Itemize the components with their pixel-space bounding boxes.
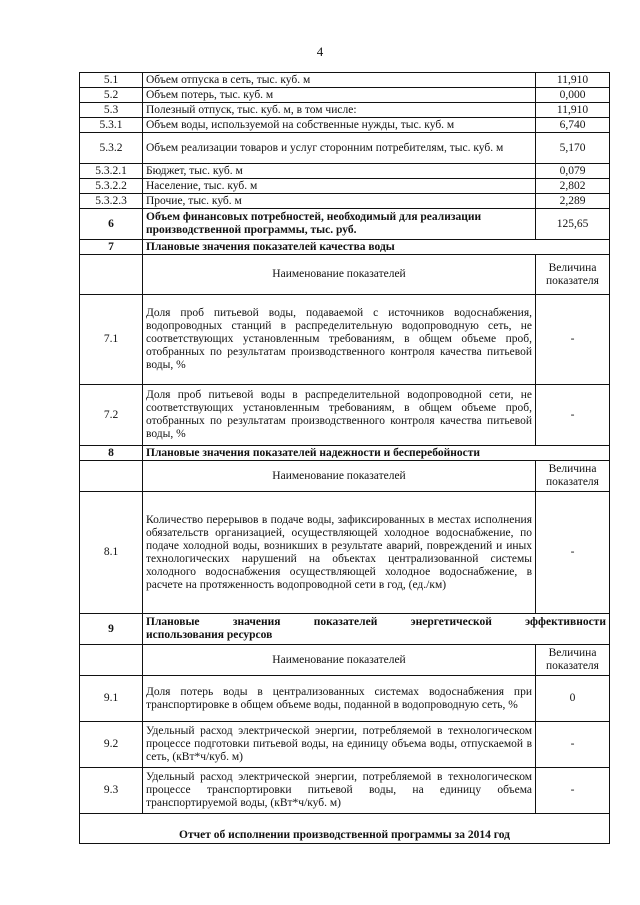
row-number: 7.2 <box>80 385 143 446</box>
section-header <box>80 240 610 255</box>
row-number: 5.2 <box>80 88 143 103</box>
row-value: - <box>536 385 610 446</box>
column-header-value: Величина показателя <box>536 255 610 295</box>
row-text: Объем воды, используемой на собственные нужды, тыс. куб. м <box>143 118 536 133</box>
table-row <box>80 88 610 103</box>
table-row <box>80 103 610 118</box>
row-text: Количество перерывов в подаче воды, зафиксированных в местах исполнения обязательств организацией, осуществляющей холодное водоснабжение, по подаче холодной воды, возникших в результате аварий, повреждений и иных технологических нарушений на объектах централизованной системы холодного водоснабжения осуществляющей холодное водоснабжение, в расчете на протяженность водопроводной сети в год, (ед./км) <box>143 492 536 614</box>
table-row <box>80 676 610 722</box>
row-value: 0,000 <box>536 88 610 103</box>
row-number: 6 <box>80 209 143 240</box>
row-value: 125,65 <box>536 209 610 240</box>
section-title-line: использования ресурсов <box>146 629 273 641</box>
report-title: Отчет об исполнении производственной программы за 2014 год <box>80 814 610 844</box>
column-header-row <box>80 461 610 492</box>
row-text: Удельный расход электрической энергии, потребляемой в технологическом процессе подготовки питьевой воды, на единицу объема воды, отпускаемой в сеть, (кВт*ч/куб. м) <box>143 722 536 768</box>
row-text: Доля проб питьевой воды, подаваемой с источников водоснабжения, водопроводных станций в распределительную водопроводную сеть, не соответствующих установленным требованиям, в общем объеме проб, отобранных по результатам производственного контроля качества питьевой воды, % <box>143 295 536 385</box>
row-text: Бюджет, тыс. куб. м <box>143 164 536 179</box>
row-value: 0,079 <box>536 164 610 179</box>
row-text: Доля потерь воды в централизованных системах водоснабжения при транспортировке в общем объеме воды, поданной в водопроводную сеть, % <box>143 676 536 722</box>
row-value: 11,910 <box>536 103 610 118</box>
section-number: 7 <box>80 240 143 255</box>
row-text: Доля проб питьевой воды в распределительной водопроводной сети, не соответствующих установленным требованиям, в общем объеме проб, отобранных по результатам производственного контроля качества питьевой воды, % <box>143 385 536 446</box>
table-row <box>80 385 610 446</box>
table-row <box>80 133 610 164</box>
row-text: Объем финансовых потребностей, необходимый для реализации производственной программы, тыс. руб. <box>143 209 536 240</box>
row-value: - <box>536 768 610 814</box>
table-row <box>80 73 610 88</box>
row-value: 0 <box>536 676 610 722</box>
table-row <box>80 295 610 385</box>
section-title <box>143 614 610 645</box>
row-number: 5.1 <box>80 73 143 88</box>
table-row <box>80 164 610 179</box>
table-row <box>80 209 610 240</box>
table-row <box>80 118 610 133</box>
row-number: 5.3.2.2 <box>80 179 143 194</box>
row-value: 2,289 <box>536 194 610 209</box>
empty-cell <box>80 645 143 676</box>
table-row <box>80 722 610 768</box>
row-number: 5.3 <box>80 103 143 118</box>
section-title: Плановые значения показателей качества воды <box>143 240 610 255</box>
row-text: Объем реализации товаров и услуг сторонним потребителям, тыс. куб. м <box>143 133 536 164</box>
row-number: 5.3.2 <box>80 133 143 164</box>
row-text: Полезный отпуск, тыс. куб. м, в том числе: <box>143 103 536 118</box>
section-header <box>80 446 610 461</box>
section-number: 9 <box>80 614 143 645</box>
table-row <box>80 768 610 814</box>
column-header-value: Величина показателя <box>536 645 610 676</box>
empty-cell <box>80 255 143 295</box>
program-table <box>79 72 610 844</box>
row-value: 2,802 <box>536 179 610 194</box>
row-number: 5.3.2.1 <box>80 164 143 179</box>
column-header-name: Наименование показателей <box>143 461 536 492</box>
row-number: 9.2 <box>80 722 143 768</box>
row-number: 5.3.1 <box>80 118 143 133</box>
section-header <box>80 614 610 645</box>
table-row <box>80 492 610 614</box>
column-header-value: Величина показателя <box>536 461 610 492</box>
row-value: 5,170 <box>536 133 610 164</box>
row-text: Объем отпуска в сеть, тыс. куб. м <box>143 73 536 88</box>
empty-cell <box>80 461 143 492</box>
row-number: 9.1 <box>80 676 143 722</box>
section-number: 8 <box>80 446 143 461</box>
row-number: 8.1 <box>80 492 143 614</box>
column-header-row <box>80 255 610 295</box>
section-title-word: энергетической <box>410 616 492 628</box>
row-text: Прочие, тыс. куб. м <box>143 194 536 209</box>
column-header-row <box>80 645 610 676</box>
row-value: - <box>536 722 610 768</box>
section-title-word: значения <box>232 616 281 628</box>
section-title-line <box>146 616 606 629</box>
column-header-name: Наименование показателей <box>143 645 536 676</box>
row-value: 6,740 <box>536 118 610 133</box>
row-number: 9.3 <box>80 768 143 814</box>
report-title-row <box>80 814 610 844</box>
page-number: 4 <box>316 44 324 59</box>
row-value: 11,910 <box>536 73 610 88</box>
row-number: 5.3.2.3 <box>80 194 143 209</box>
row-value: - <box>536 295 610 385</box>
row-text: Удельный расход электрической энергии, потребляемой в технологическом процессе транспортировки питьевой воды, на единицу объема транспортируемой воды, (кВт*ч/куб. м) <box>143 768 536 814</box>
section-title: Плановые значения показателей надежности и бесперебойности <box>143 446 610 461</box>
row-number: 7.1 <box>80 295 143 385</box>
row-text: Объем потерь, тыс. куб. м <box>143 88 536 103</box>
column-header-name: Наименование показателей <box>143 255 536 295</box>
section-title-word: эффективности <box>525 616 606 628</box>
section-title-word: показателей <box>313 616 378 628</box>
section-title-word: Плановые <box>146 616 200 628</box>
row-value: - <box>536 492 610 614</box>
row-text: Население, тыс. куб. м <box>143 179 536 194</box>
table-row <box>80 179 610 194</box>
table-row <box>80 194 610 209</box>
